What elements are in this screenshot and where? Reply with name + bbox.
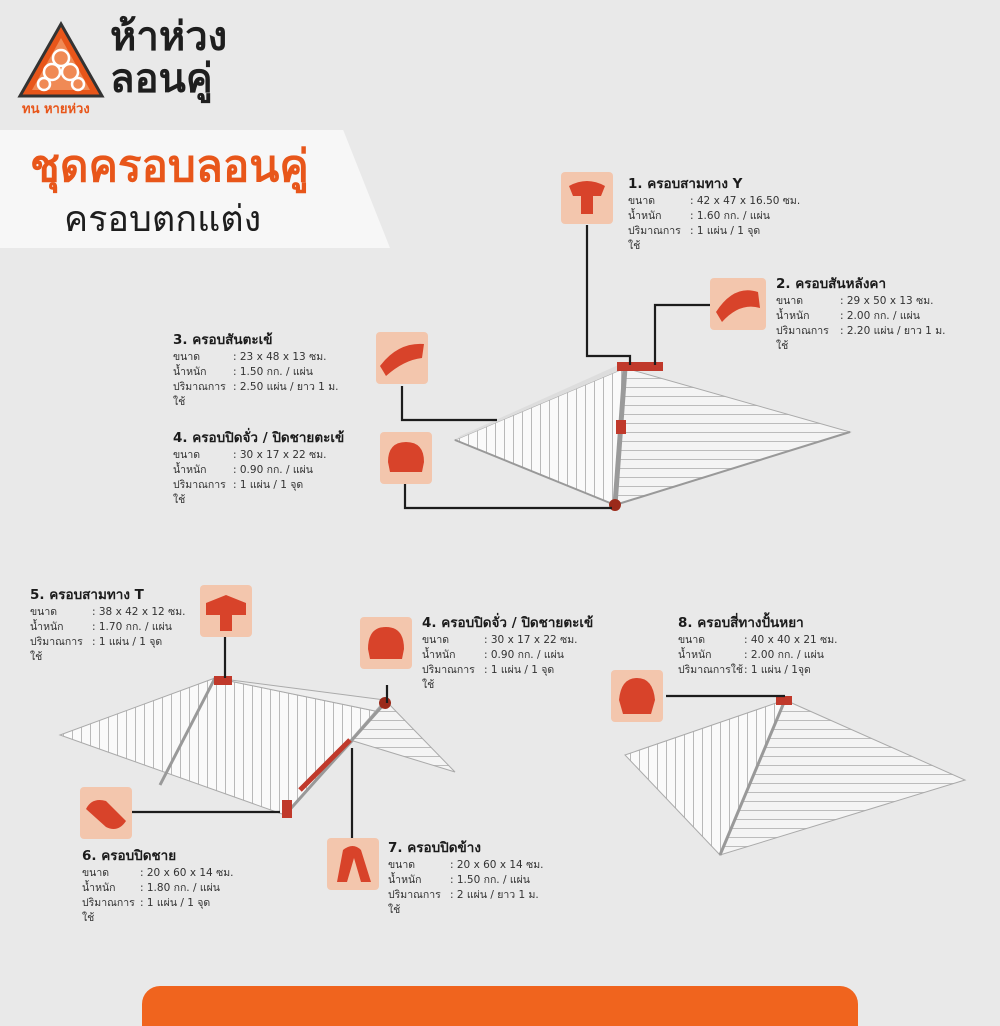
hip-roof-1: [455, 362, 850, 511]
spec-item-8: [678, 613, 878, 678]
spec-item-7: [388, 838, 578, 918]
spec-title: 4. ครอบปิดจั่ว / ปิดชายตะเข้: [422, 615, 594, 631]
spec-item-4: [173, 428, 378, 508]
spec-label-weight: น้ำหนัก: [776, 310, 810, 322]
spec-value-weight: : 2.00 กก. / แผ่น: [840, 310, 920, 322]
spec-label-weight: น้ำหนัก: [173, 366, 207, 378]
spec-label-usage: ปริมาณการใช้: [678, 664, 744, 676]
spec-item-5: [30, 585, 200, 665]
spec-value-usage: : 2 แผ่น / ยาว 1 ม.: [450, 889, 539, 901]
spec-value-size: : 20 x 60 x 14 ซม.: [450, 859, 544, 871]
spec-label-weight: น้ำหนัก: [82, 882, 116, 894]
spec-value-usage: : 1 แผ่น / 1จุด: [744, 664, 811, 676]
gable-end-piece-icon-2: [360, 617, 412, 669]
spec-value-size: : 20 x 60 x 14 ซม.: [140, 867, 234, 879]
hip-roof-2: [625, 696, 965, 855]
spec-title: 6. ครอบปิดชาย: [82, 848, 177, 864]
spec-value-size: : 29 x 50 x 13 ซม.: [840, 295, 934, 307]
spec-label-size: ขนาด: [776, 295, 804, 307]
spec-item-3: [173, 330, 373, 410]
spec-label-weight: น้ำหนัก: [173, 464, 207, 476]
spec-label-usage: ปริมาณการใช้: [82, 897, 135, 924]
side-cover-piece-icon: [327, 838, 379, 890]
page-title: ชุดครอบลอนคู่: [30, 141, 309, 192]
ridge-t-piece-icon: [200, 585, 252, 637]
spec-label-size: ขนาด: [173, 449, 201, 461]
spec-item-1: [628, 174, 848, 254]
hip-ridge-piece-icon: [376, 332, 428, 384]
gable-end-piece-icon: [380, 432, 432, 484]
spec-value-weight: : 1.50 กก. / แผ่น: [450, 874, 530, 886]
spec-label-weight: น้ำหนัก: [628, 210, 662, 222]
ridge-cap-piece-icon: [710, 278, 766, 330]
spec-value-usage: : 2.20 แผ่น / ยาว 1 ม.: [840, 325, 946, 337]
spec-label-weight: น้ำหนัก: [678, 649, 712, 661]
spec-label-size: ขนาด: [82, 867, 110, 879]
footer-banner: [142, 986, 858, 1026]
spec-value-weight: : 1.70 กก. / แผ่น: [92, 621, 172, 633]
spec-value-weight: : 0.90 กก. / แผ่น: [233, 464, 313, 476]
spec-value-size: : 30 x 17 x 22 ซม.: [484, 634, 578, 646]
spec-label-usage: ปริมาณการใช้: [173, 479, 226, 506]
spec-label-usage: ปริมาณการใช้: [628, 225, 681, 252]
spec-label-size: ขนาด: [628, 195, 656, 207]
spec-value-usage: : 1 แผ่น / 1 จุด: [484, 664, 555, 676]
spec-value-weight: : 0.90 กก. / แผ่น: [484, 649, 564, 661]
spec-label-usage: ปริมาณการใช้: [30, 636, 83, 663]
brand-tagline: ทน หายห่วง: [22, 102, 90, 117]
spec-value-size: : 30 x 17 x 22 ซม.: [233, 449, 327, 461]
spec-label-weight: น้ำหนัก: [388, 874, 422, 886]
spec-label-usage: ปริมาณการใช้: [422, 664, 475, 691]
spec-title: 1. ครอบสามทาง Y: [628, 176, 743, 192]
spec-label-size: ขนาด: [173, 351, 201, 363]
spec-value-size: : 23 x 48 x 13 ซม.: [233, 351, 327, 363]
spec-label-size: ขนาด: [678, 634, 706, 646]
spec-value-weight: : 1.80 กก. / แผ่น: [140, 882, 220, 894]
brand-name-line2: ลอนคู่: [110, 56, 213, 102]
spec-title: 2. ครอบสันหลังคา: [776, 276, 887, 292]
spec-item-4b: [422, 613, 622, 693]
spec-label-usage: ปริมาณการใช้: [173, 381, 226, 408]
spec-value-size: : 38 x 42 x 12 ซม.: [92, 606, 186, 618]
spec-title: 5. ครอบสามทาง T: [30, 587, 144, 603]
spec-value-weight: : 1.60 กก. / แผ่น: [690, 210, 770, 222]
spec-label-size: ขนาด: [422, 634, 450, 646]
spec-value-weight: : 2.00 กก. / แผ่น: [744, 649, 824, 661]
spec-value-usage: : 1 แผ่น / 1 จุด: [140, 897, 211, 909]
spec-value-size: : 42 x 47 x 16.50 ซม.: [690, 195, 801, 207]
spec-label-weight: น้ำหนัก: [30, 621, 64, 633]
spec-label-weight: น้ำหนัก: [422, 649, 456, 661]
spec-value-weight: : 1.50 กก. / แผ่น: [233, 366, 313, 378]
barge-end-piece-icon: [80, 787, 132, 839]
spec-label-usage: ปริมาณการใช้: [776, 325, 829, 352]
spec-label-size: ขนาด: [30, 606, 58, 618]
spec-value-usage: : 1 แผ่น / 1 จุด: [690, 225, 761, 237]
spec-item-2: [776, 274, 976, 354]
brand-name-line1: ห้าห่วง: [110, 14, 228, 60]
spec-title: 8. ครอบสี่ทางปั้นหยา: [678, 615, 804, 631]
spec-value-usage: : 1 แผ่น / 1 จุด: [233, 479, 304, 491]
page-subtitle: ครอบตกแต่ง: [64, 199, 262, 240]
spec-title: 7. ครอบปิดข้าง: [388, 840, 481, 856]
spec-title: 3. ครอบสันตะเข้: [173, 332, 273, 348]
spec-label-size: ขนาด: [388, 859, 416, 871]
spec-value-usage: : 2.50 แผ่น / ยาว 1 ม.: [233, 381, 339, 393]
spec-title: 4. ครอบปิดจั่ว / ปิดชายตะเข้: [173, 430, 345, 446]
spec-label-usage: ปริมาณการใช้: [388, 889, 441, 916]
spec-value-usage: : 1 แผ่น / 1 จุด: [92, 636, 163, 648]
ridge-y-piece-icon: [561, 172, 613, 224]
spec-item-6: [82, 846, 262, 926]
spec-value-size: : 40 x 40 x 21 ซม.: [744, 634, 838, 646]
